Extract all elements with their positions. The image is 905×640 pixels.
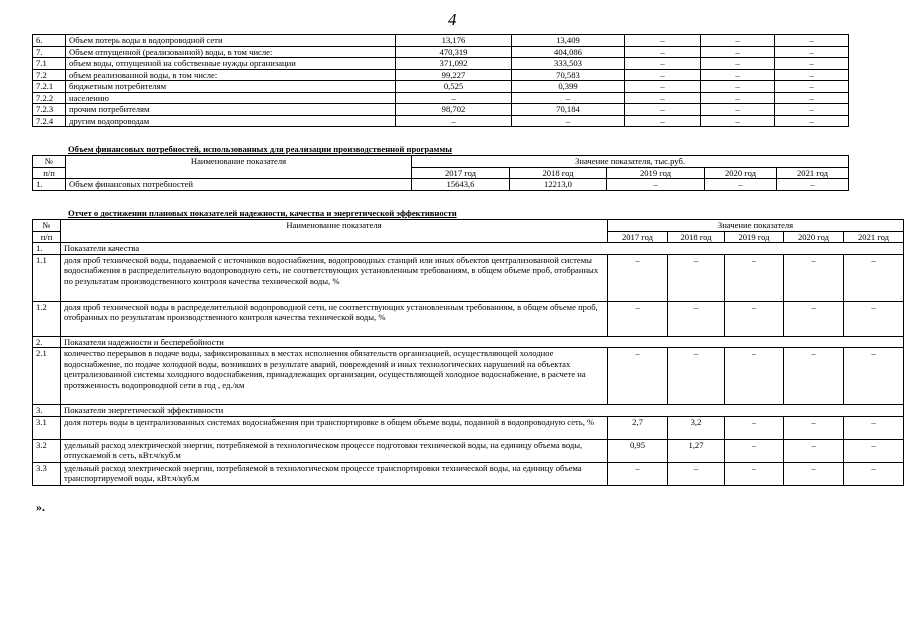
value-2019: – [625, 92, 701, 104]
header-num: № [33, 156, 66, 168]
value-2020: – [701, 46, 775, 58]
value-2017: – [396, 92, 512, 104]
year-2017: 2017 год [608, 231, 668, 243]
row-num: 1.2 [33, 301, 61, 336]
value-2020: – [701, 69, 775, 81]
value-2020: – [784, 416, 844, 439]
value-2017: – [608, 348, 668, 405]
row-num: 7.1 [33, 58, 66, 70]
table-row [33, 439, 904, 462]
section-row [33, 243, 904, 255]
value-2021: – [844, 254, 904, 301]
header-value: Значение показателя [608, 220, 904, 232]
table-row [33, 416, 904, 439]
row-num: 3.2 [33, 439, 61, 462]
value-2018: 70,184 [512, 104, 625, 116]
value-2018: – [668, 301, 725, 336]
year-2020: 2020 год [784, 231, 844, 243]
year-2020: 2020 год [705, 167, 777, 179]
value-2018: 0,399 [512, 81, 625, 93]
indicators-table-title: Отчет о достижении плановых показателей надежности, качества и энергетической эффективности [68, 208, 457, 218]
page-number: 4 [448, 10, 457, 29]
value-2017: 470,319 [396, 46, 512, 58]
section-num: 2. [33, 336, 61, 348]
row-num: 7.2.4 [33, 115, 66, 127]
value-2020: – [784, 462, 844, 485]
value-2017: – [608, 254, 668, 301]
value-2017: – [396, 115, 512, 127]
value-2017: 2,7 [608, 416, 668, 439]
row-num: 3.1 [33, 416, 61, 439]
year-2018: 2018 год [510, 167, 607, 179]
year-2021: 2021 год [844, 231, 904, 243]
section-num: 3. [33, 405, 61, 417]
value-2018: – [668, 462, 725, 485]
header-num-2: п/п [33, 231, 61, 243]
value-2017: 0,525 [396, 81, 512, 93]
value-2020: – [701, 81, 775, 93]
row-name: Объем финансовых потребностей [66, 179, 412, 191]
header-num-2: п/п [33, 167, 66, 179]
row-num: 6. [33, 35, 66, 47]
row-num: 3.3 [33, 462, 61, 485]
year-2019: 2019 год [607, 167, 705, 179]
year-2018: 2018 год [668, 231, 725, 243]
table-row [33, 69, 849, 81]
table-row [33, 104, 849, 116]
year-2019: 2019 год [725, 231, 784, 243]
closing-mark: ». [36, 500, 45, 514]
row-name: доля проб технической воды, подаваемой с источников водоснабжения, водопроводных станций или иных объектов централизованной системы водоснабжения в распределительную водопроводную сеть, не соответствующих установленным требованиям, в общем объеме проб, отобранных по результатам производственного контроля качества технической воды, % [61, 254, 608, 301]
header-num: № [33, 220, 61, 232]
row-name: бюджетным потребителям [66, 81, 396, 93]
value-2021: – [844, 462, 904, 485]
value-2019: – [725, 301, 784, 336]
row-num: 7.2 [33, 69, 66, 81]
section-name: Показатели энергетической эффективности [61, 405, 904, 417]
value-2020: – [701, 35, 775, 47]
value-2019: – [607, 179, 705, 191]
table-row [33, 301, 904, 336]
row-num: 7.2.3 [33, 104, 66, 116]
row-name: доля потерь воды в централизованных системах водоснабжения при транспортировке в общем объеме воды, поданной в водопроводную сеть, % [61, 416, 608, 439]
value-2020: – [701, 115, 775, 127]
value-2018: 1,27 [668, 439, 725, 462]
value-2021: – [775, 46, 849, 58]
table-row [33, 92, 849, 104]
value-2017: 99,227 [396, 69, 512, 81]
table-row [33, 115, 849, 127]
header-name: Наименование показателя [61, 220, 608, 243]
finance-table [32, 155, 849, 191]
value-2018: 70,583 [512, 69, 625, 81]
value-2021: – [777, 179, 849, 191]
value-2017: 13,176 [396, 35, 512, 47]
value-2019: – [725, 439, 784, 462]
value-2019: – [625, 69, 701, 81]
value-2019: – [625, 46, 701, 58]
header-name: Наименование показателя [66, 156, 412, 179]
value-2018: – [512, 115, 625, 127]
value-2017: – [608, 462, 668, 485]
row-name: Объем потерь воды в водопроводной сети [66, 35, 396, 47]
table-row [33, 81, 849, 93]
value-2017: 15643,6 [412, 179, 510, 191]
row-name: удельный расход электрической энергии, потребляемой в технологическом процессе подготовки технической воды, на единицу объема воды, отпускаемой в сеть, кВт.ч/куб.м [61, 439, 608, 462]
row-num: 7. [33, 46, 66, 58]
value-2019: – [625, 115, 701, 127]
value-2019: – [725, 348, 784, 405]
value-2021: – [775, 69, 849, 81]
section-row [33, 336, 904, 348]
value-2018: 333,503 [512, 58, 625, 70]
finance-table-title: Объем финансовых потребностей, использованных для реализации производственной программы [68, 144, 452, 154]
header-value: Значение показателя, тыс.руб. [412, 156, 849, 168]
value-2021: – [775, 115, 849, 127]
value-2021: – [775, 58, 849, 70]
row-name: удельный расход электрической энергии, потребляемой в технологическом процессе транспортировки технической воды, на единицу объема транспортируемой воды, кВт.ч/куб.м [61, 462, 608, 485]
row-num: 1. [33, 179, 66, 191]
value-2017: 98,702 [396, 104, 512, 116]
value-2017: – [608, 301, 668, 336]
year-2017: 2017 год [412, 167, 510, 179]
value-2017: 371,092 [396, 58, 512, 70]
row-name: другим водопроводам [66, 115, 396, 127]
value-2018: 13,409 [512, 35, 625, 47]
section-row [33, 405, 904, 417]
value-2021: – [844, 348, 904, 405]
value-2019: – [625, 58, 701, 70]
value-2020: – [701, 104, 775, 116]
value-2018: 3,2 [668, 416, 725, 439]
value-2020: – [784, 301, 844, 336]
table-row [33, 35, 849, 47]
value-2021: – [775, 35, 849, 47]
row-num: 1.1 [33, 254, 61, 301]
row-name: Объем отпущенной (реализованной) воды, в том числе: [66, 46, 396, 58]
table-row [33, 348, 904, 405]
section-name: Показатели качества [61, 243, 904, 255]
row-name: доля проб технической воды в распределительной водопроводной сети, не соответствующих установленным требованиям, в общем объеме проб, отобранных по результатам производственного контроля качества технической воды, % [61, 301, 608, 336]
value-2017: 0,95 [608, 439, 668, 462]
row-name: объем реализованной воды, в том числе: [66, 69, 396, 81]
value-2021: – [844, 301, 904, 336]
value-2021: – [775, 104, 849, 116]
value-2021: – [844, 439, 904, 462]
value-2019: – [725, 462, 784, 485]
value-2018: – [512, 92, 625, 104]
year-2021: 2021 год [777, 167, 849, 179]
row-name: прочим потребителям [66, 104, 396, 116]
table-row [33, 46, 849, 58]
row-num: 7.2.2 [33, 92, 66, 104]
row-name: количество перерывов в подаче воды, зафиксированных в местах исполнения обязательств организацией, осуществляющей холодное водоснабжение, по подаче холодной воды, возникших в результате аварий, повреждений и иных технологических нарушений на объектах централизованной системы холодного водоснабжения, принадлежащих организации, осуществляющей холодное водоснабжение, в расчете на протяженность водопроводной сети в год , ед./км [61, 348, 608, 405]
row-name: объем воды, отпущенной на собственные нужды организации [66, 58, 396, 70]
value-2018: 404,086 [512, 46, 625, 58]
table-row [33, 462, 904, 485]
value-2020: – [784, 348, 844, 405]
value-2018: – [668, 254, 725, 301]
value-2020: – [705, 179, 777, 191]
table-row [33, 254, 904, 301]
section-name: Показатели надежности и бесперебойности [61, 336, 904, 348]
row-num: 2.1 [33, 348, 61, 405]
indicators-table [32, 219, 904, 486]
value-2020: – [701, 58, 775, 70]
table-row [33, 58, 849, 70]
value-2020: – [784, 254, 844, 301]
value-2018: 12213,0 [510, 179, 607, 191]
table-row [33, 179, 849, 191]
value-2019: – [725, 416, 784, 439]
value-2020: – [784, 439, 844, 462]
row-num: 7.2.1 [33, 81, 66, 93]
section-num: 1. [33, 243, 61, 255]
value-2021: – [775, 92, 849, 104]
value-2021: – [844, 416, 904, 439]
water-volume-table [32, 34, 849, 127]
value-2019: – [625, 35, 701, 47]
value-2020: – [701, 92, 775, 104]
row-name: населению [66, 92, 396, 104]
value-2019: – [625, 81, 701, 93]
value-2019: – [625, 104, 701, 116]
value-2019: – [725, 254, 784, 301]
value-2018: – [668, 348, 725, 405]
value-2021: – [775, 81, 849, 93]
